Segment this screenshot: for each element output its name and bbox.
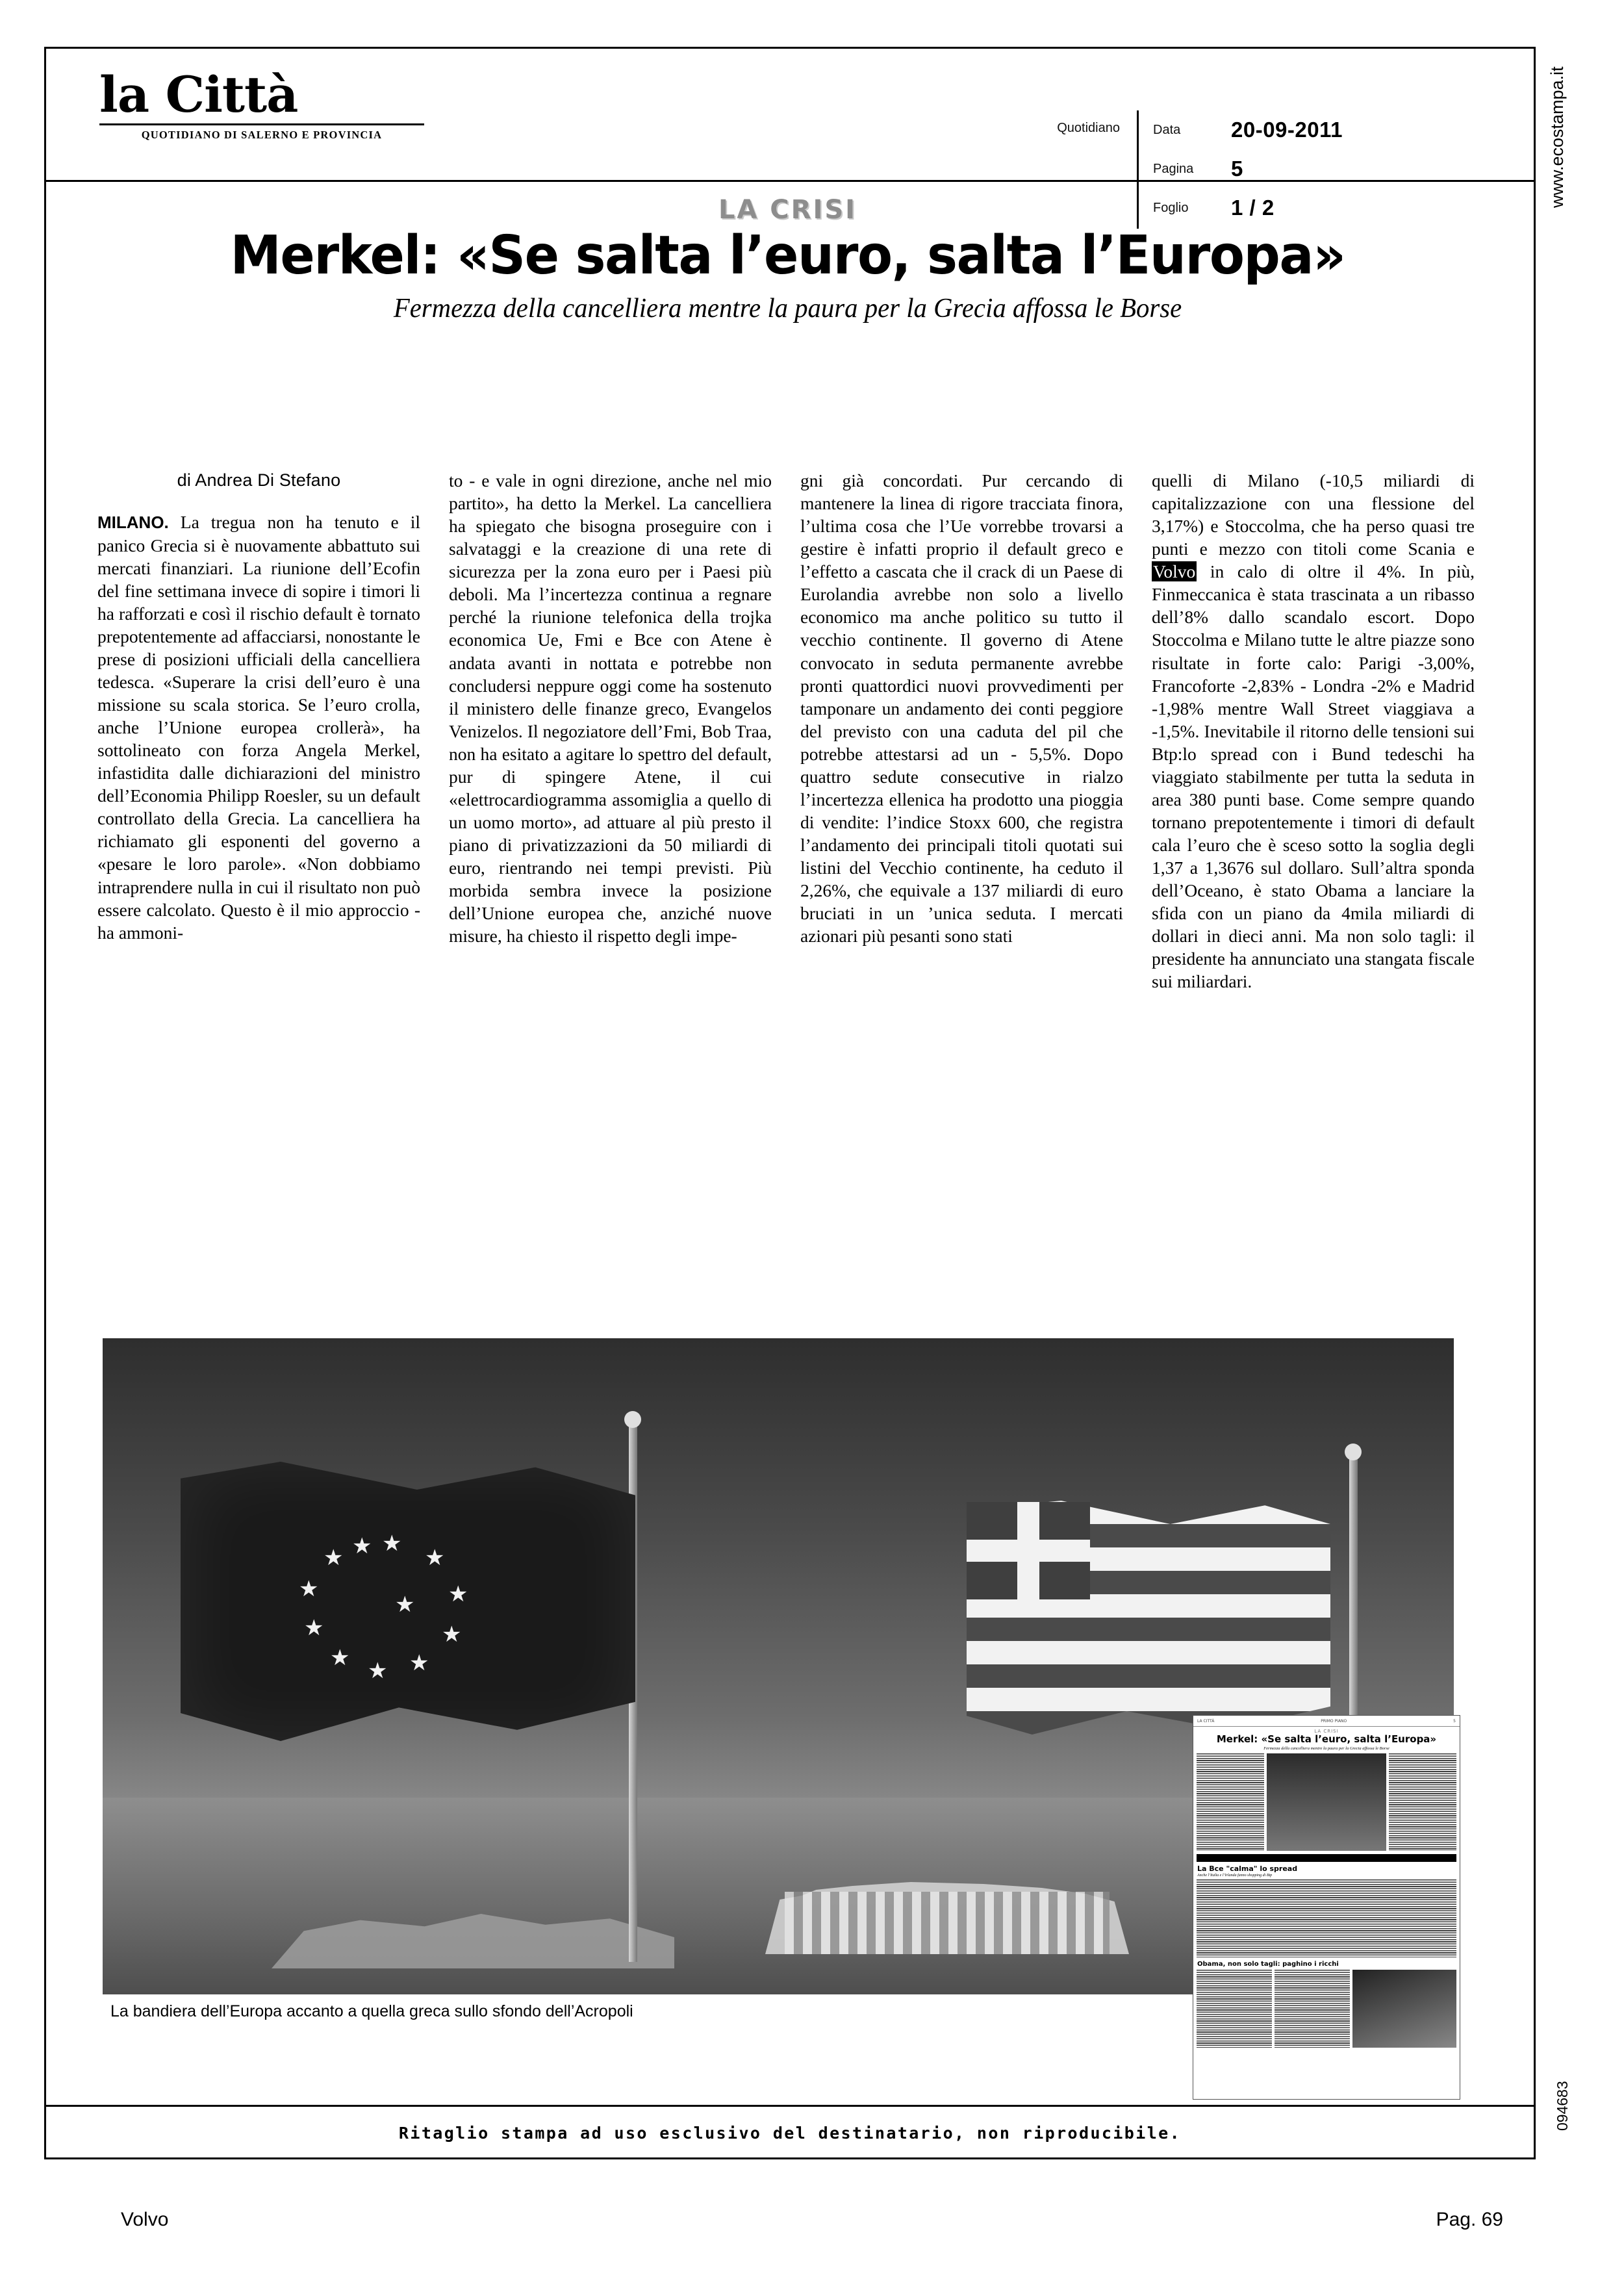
- thumbnail-header: [1193, 1716, 1460, 1727]
- logo-title: la Città: [99, 66, 298, 123]
- thumbnail-section3-body: [1193, 1968, 1460, 2052]
- meta-label-foglio: Foglio: [1153, 200, 1189, 215]
- thumbnail-subheadline: Fermezza della cancelliera mentre la paura per la Grecia affossa le Borse: [1263, 1746, 1389, 1751]
- thumbnail-text-column: [1197, 1970, 1272, 2048]
- thumbnail-text-column: [1389, 1753, 1456, 1851]
- meta-value-data: 20-09-2011: [1231, 118, 1343, 142]
- thumbnail-photo: [1267, 1753, 1386, 1851]
- thumbnail-headline: Merkel: «Se salta l’euro, salta l’Europa»: [1216, 1733, 1437, 1745]
- logo-subtitle: QUOTIDIANO DI SALERNO E PROVINCIA: [141, 129, 383, 141]
- star-icon: ★: [395, 1593, 415, 1617]
- thumbnail-body: [1193, 1753, 1460, 1851]
- article-body-4-before: quelli di Milano (-10,5 miliardi di capitalizzazione con una flessione del 3,17%) e Stoccolma, che ha perso quasi tre punti e mezzo con titoli come Scania e: [1152, 470, 1475, 559]
- meta-row-pagina: [1139, 149, 1536, 188]
- meta-row-data: [1139, 110, 1536, 149]
- star-icon: ★: [409, 1651, 429, 1675]
- footer-keyword: Volvo: [121, 2209, 169, 2230]
- thumbnail-section2-subtitle: Anche l’Italia e l’Irlanda fanno shopping di Btp: [1197, 1873, 1273, 1877]
- page-footer: [0, 2209, 1624, 2231]
- thumbnail-kicker: LA CRISI: [1314, 1729, 1339, 1734]
- article-byline: di Andrea Di Stefano: [177, 470, 341, 490]
- star-icon: ★: [299, 1577, 319, 1601]
- article-column-3: [800, 469, 1123, 993]
- thumbnail-divider-band: [1197, 1854, 1456, 1862]
- flagpole-right-finial: [1345, 1444, 1362, 1460]
- thumbnail-section2-title: La Bce "calma" lo spread: [1197, 1864, 1298, 1873]
- thumbnail-header-right: 5: [1453, 1718, 1456, 1724]
- clipping-code: 094683: [1554, 2081, 1571, 2131]
- article-headline: Merkel: «Se salta l’euro, salta l’Europa»: [230, 225, 1345, 286]
- eu-flag-stars: [298, 1533, 479, 1689]
- star-icon: ★: [304, 1616, 324, 1640]
- article-subheadline: Fermezza della cancelliera mentre la paura per la Grecia affossa le Borse: [393, 293, 1182, 324]
- usage-notice-bar: [44, 2105, 1536, 2159]
- thumbnail-section3-title: Obama, non solo tagli: paghino i ricchi: [1197, 1960, 1339, 1968]
- star-icon: ★: [352, 1534, 372, 1558]
- thumbnail-photo: [1352, 1970, 1456, 2048]
- article-body-4-after: in calo di oltre il 4%. In più, Finmeccanica è stata trascinata a un ribasso dell’8% dallo scandalo escort. Dopo Stoccolma e Milano tutte le altre piazze sono risultate in forte calo: Parigi -3,00%, Francoforte -2,83% - Londra -2% e Madrid -1,98% mentre Wall Street viaggiava a -1,5%. Inevitabile il ritorno delle tensioni sui Btp:lo spread con i Bund tedeschi ha viaggiato stabilmente per tutta la seduta in area 380 punti base. Come sempre quando tornano prepotentemente i timori di default cala l’euro che è sceso sotto la soglia degli 1,37 a 1,3676 sul dollaro. Sull’altra sponda dell’Oceano, è stato Obama a lanciare la sfida con un piano da 4mila miliardi di dollari in dieci anni. Ma non solo tagli: il presidente ha annunciato una stangata fiscale sui miliardari.: [1152, 561, 1475, 992]
- meta-label-pagina: Pagina: [1153, 161, 1194, 176]
- meta-label-data: Data: [1153, 122, 1181, 137]
- article-body-3: gni già concordati. Pur cercando di mantenere la linea di rigore tracciata finora, l’ultima cosa che l’Ue vorrebbe trovarsi a gestire è infatti proprio il default greco e l’effetto a cascata che il crack di un Paese di Eurolandia avrebbe non solo a livello economico ma anche politico su tutto il vecchio continente. Il governo di Atene convocato in seduta permanente avrebbe pronti quattordici nuovi provvedimenti per tamponare un andamento dei conti peggiore del previsto con una caduta del pil che potrebbe attestarsi ad un - 5,5%. Dopo quattro sedute consecutive in rialzo l’incertezza ellenica ha prodotto una pioggia di vendite: l’indice Stoxx 600, che registra l’andamento dei principali titoli quotati sui listini del Vecchio continente, ha ceduto il 2,26%, che equivale a 137 miliardi di euro bruciati in un ’unica seduta. I mercati azionari più pesanti sono stati: [800, 470, 1123, 947]
- newspaper-logo: [99, 66, 502, 142]
- thumbnail-text-column: [1197, 1753, 1264, 1851]
- star-icon: ★: [425, 1546, 445, 1570]
- article-column-4: [1152, 469, 1475, 993]
- star-icon: ★: [368, 1659, 388, 1683]
- article-kicker: LA CRISI: [718, 195, 857, 225]
- thumbnail-header-left: LA CITTÀ: [1197, 1718, 1215, 1724]
- article-body-2: to - e vale in ogni direzione, anche nel mio partito», ha detto la Merkel. La cancelliera ha spiegato che bisogna proseguire con i salvataggi e la creazione di una rete di sicurezza per la zona euro per i Paesi più deboli. Ma l’incertezza continua a regnare perché la riunione telefonica della trojka economica Ue, Fmi e Bce con Atene è andata avanti in nottata e potrebbe non concludersi neppure oggi come ha sostenuto il ministero delle finanze greco, Evangelos Venizelos. Il negoziatore dell’Fmi, Bob Traa, non ha esitato a agitare lo spettro del default, pur di spingere Atene, il cui «elettrocardiogramma assomiglia a quello di un uomo morto», ad attuare al più presto il piano di privatizzazioni da 50 miliardi di euro, rientrando nei tempi previsti. Più morbida sembra invece la posizione dell’Unione europea che, anziché nuove misure, ha chiesto il rispetto degli impe-: [449, 470, 772, 947]
- highlighted-keyword: Volvo: [1153, 561, 1196, 582]
- logo-divider: [99, 123, 424, 125]
- article-columns: [97, 469, 1475, 993]
- photo-caption: La bandiera dell’Europa accanto a quella greca sullo sfondo dell’Acropoli: [110, 2002, 633, 2020]
- star-icon: ★: [442, 1623, 462, 1647]
- article-body-4: [1152, 469, 1475, 993]
- source-watermark-url: www.ecostampa.it: [1547, 66, 1567, 208]
- article-body-1: La tregua non ha tenuto e il panico Grecia si è nuovamente abbattuto sui mercati finanziari. La riunione dell’Ecofin del fine settimana invece di sopire i timori li ha rafforzati e così il rischio default è tornato prepotentemente ad affacciarsi, nonostante le prese di posizioni ufficiali della cancelliera tedesca. «Superare la crisi dell’euro è una missione su scala storica. Se l’euro crolla, anche l’Unione europea crollerà», ha sottolineato con forza Angela Merkel, infastidita dalle dichiarazioni del ministro dell’Economia Philipp Roesler, su un default controllato della Grecia. La cancelliera ha richiamato gli esponenti del governo a «pesare le loro parole». «Non dobbiamo intraprendere nulla in cui il risultato non può essere calcolato. Questo è il mio approccio - ha ammoni-: [97, 512, 420, 943]
- article-column-2: [449, 469, 772, 993]
- flagpole-left-finial: [624, 1411, 641, 1428]
- star-icon: ★: [330, 1646, 350, 1670]
- publication-type-label: Quotidiano: [1057, 121, 1120, 135]
- star-icon: ★: [448, 1583, 468, 1607]
- acropolis-columns: [785, 1892, 1110, 1954]
- page-thumbnail: [1193, 1715, 1460, 2100]
- greek-flag-cross-horizontal: [967, 1540, 1090, 1562]
- article-column-1: [97, 469, 420, 993]
- thumbnail-text-column: [1275, 1970, 1350, 2048]
- meta-value-pagina: 5: [1231, 157, 1243, 181]
- usage-notice-text: Ritaglio stampa ad uso esclusivo del destinatario, non riproducibile.: [398, 2124, 1182, 2143]
- thumbnail-header-center: PRIMO PIANO: [1321, 1718, 1347, 1724]
- meta-value-foglio: 1 / 2: [1231, 196, 1275, 220]
- star-icon: ★: [324, 1546, 344, 1570]
- thumbnail-section2-body: [1197, 1879, 1456, 1957]
- article-paragraph-1: [97, 511, 420, 943]
- star-icon: ★: [382, 1532, 402, 1556]
- article-header: [58, 195, 1517, 338]
- footer-page-number: Pag. 69: [1436, 2209, 1503, 2230]
- article-dateline: MILANO.: [97, 513, 169, 533]
